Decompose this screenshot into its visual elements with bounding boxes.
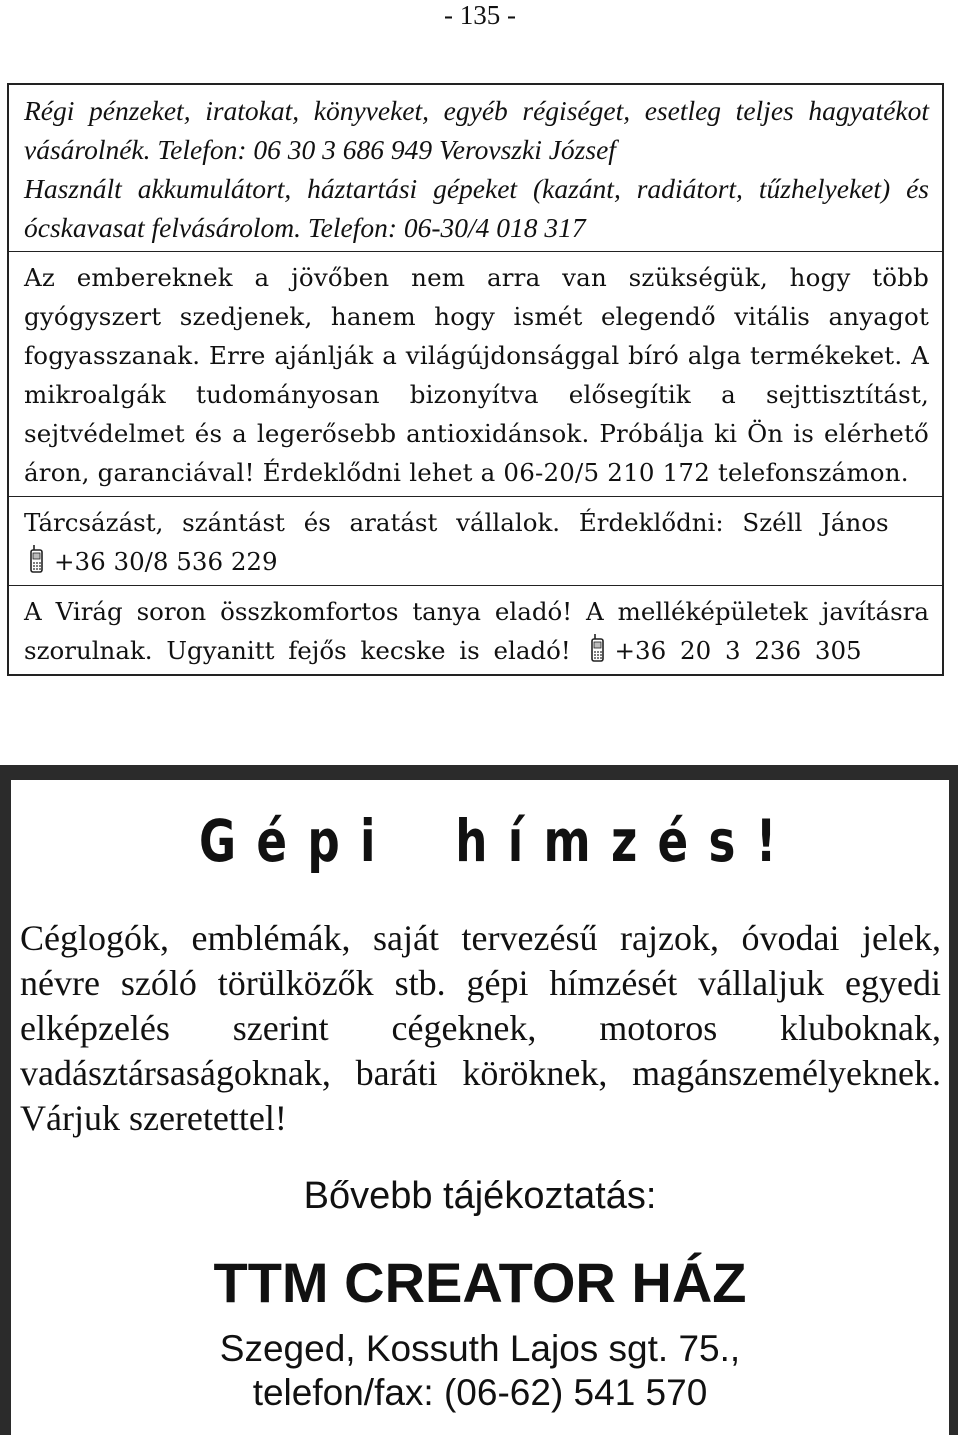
mobile-phone-icon xyxy=(589,633,607,663)
ad-farming xyxy=(9,497,942,586)
ad-farm-sale-text: A Virág soron összkomfortos tanya eladó! A melléképületek javításra szorulnak. Ugyanitt fejős kecske is eladó! xyxy=(24,597,929,665)
info-label: Bővebb tájékoztatás: xyxy=(303,1175,657,1217)
page-number: - 135 - xyxy=(444,0,516,30)
ad-algae xyxy=(9,252,942,497)
embroidery-headline-text: Gépi hímzés! xyxy=(199,807,797,875)
classified-ads-box xyxy=(7,83,944,676)
ad-scrap-phone: Telefon: 06-30/4 018 317 xyxy=(307,212,586,243)
ad-antiques-text: Régi pénzeket, iratokat, könyveket, egyéb régiséget, esetleg teljes hagyatékot vásárolnék. Telefon: 06 30 3 686 949 Verovszki József xyxy=(24,95,929,165)
ad-antiques xyxy=(9,85,942,169)
company-address: Szeged, Kossuth Lajos sgt. 75., xyxy=(219,1328,741,1369)
embroidery-body: Céglogók, emblémák, saját tervezésű rajzok, óvodai jelek, névre szóló törülközők stb. gépi hímzését vállaljuk egyedi elképzelés szerint cégeknek, motoros kluboknak, vadásztársaságoknak, baráti köröknek, magánszemélyeknek. Várjuk szeretettel! xyxy=(20,918,941,1138)
ad-algae-text: Az embereknek a jövőben nem arra van szükségük, hogy több gyógyszert szedjenek, hanem hogy ismét elegendő vitális anyagot fogyasszanak. Erre ajánlják a világújdonsággal bíró alga termékeket. A mikroalgák tudományosan bizonyítva elősegítik a sejttisztítást, sejtvédelmet és a legerősebb antioxidánsok. Próbálja ki Ön is elérhető áron, garanciával! Érdeklődni lehet a 06-20/5 210 172 telefonszámon. xyxy=(24,263,929,487)
ad-farm-sale-phone: +36 20 3 236 305 xyxy=(614,636,862,665)
ad-farming-text: Tárcsázást, szántást és aratást vállalok. Érdeklődni: Széll János xyxy=(24,508,889,537)
embroidery-headline xyxy=(199,807,797,875)
ad-scrap-text: Használt akkumulátort, háztartási gépeket (kazánt, radiátort, tűzhelyeket) és ócskavasat felvásárolom. xyxy=(24,173,929,243)
embroidery-ad-panel xyxy=(11,780,949,1435)
company-name: TTM CREATOR HÁZ xyxy=(213,1251,747,1314)
mobile-phone-icon xyxy=(28,544,46,574)
ad-farm-sale xyxy=(9,586,942,674)
ad-scrap xyxy=(9,169,942,252)
company-phone: telefon/fax: (06-62) 541 570 xyxy=(252,1372,708,1413)
ad-farming-phone: +36 30/8 536 229 xyxy=(54,547,278,576)
embroidery-ad xyxy=(0,765,958,1435)
